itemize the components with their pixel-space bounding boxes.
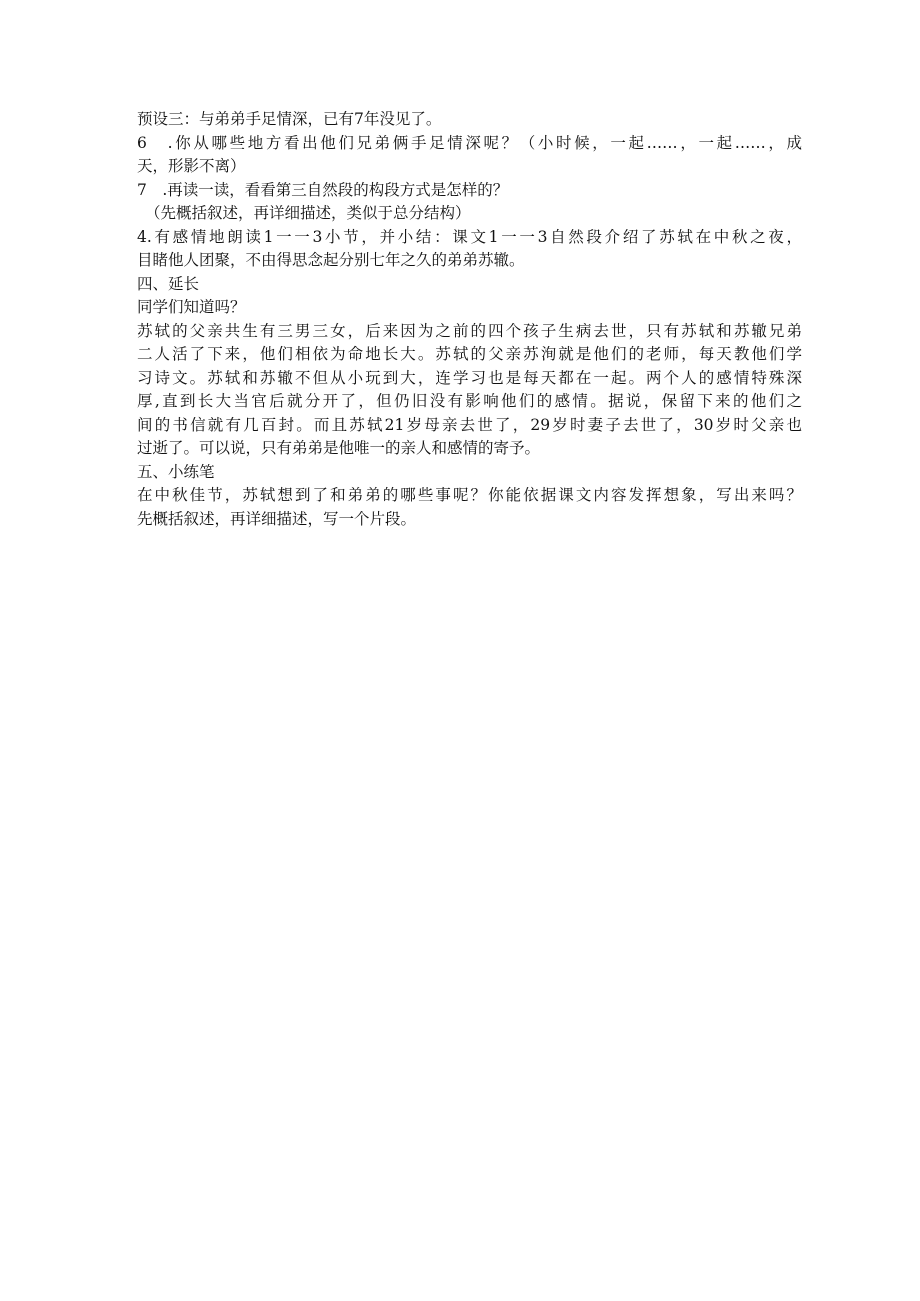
text-line-question-6-cont: 天，形影不离） xyxy=(137,157,246,175)
paragraph-line-5: 间的书信就有几百封。而且苏轼21岁母亲去世了，29岁时妻子去世了，30岁时父亲也 xyxy=(137,415,802,434)
text-line-question-7-answer: （先概括叙述，再详细描述，类似于总分结构） xyxy=(145,204,471,222)
paragraph-line-3: 习诗文。苏轼和苏辙不但从小玩到大，连学习也是每天都在一起。两个人的感情特殊深 xyxy=(137,368,802,387)
text-line-practice-prompt-cont: 先概括叙述，再详细描述，写一个片段。 xyxy=(137,509,417,528)
text-line-step-4: 4.有感情地朗读1一一3小节，并小结：课文1一一3自然段介绍了苏轼在中秋之夜， xyxy=(137,227,802,246)
text-line-question-6: 6 .你从哪些地方看出他们兄弟俩手足情深呢？（小时候，一起……，一起……，成 xyxy=(137,133,802,152)
paragraph-line-6: 过逝了。可以说，只有弟弟是他唯一的亲人和感情的寄予。 xyxy=(137,439,541,457)
text-line-did-you-know: 同学们知道吗？ xyxy=(137,298,246,316)
paragraph-line-1: 苏轼的父亲共生有三男三女，后来因为之前的四个孩子生病去世，只有苏轼和苏辙兄弟 xyxy=(137,321,802,340)
text-line-question-7: 7 .再读一读，看看第三自然段的构段方式是怎样的？ xyxy=(137,180,509,199)
section-heading-extension: 四、延长 xyxy=(137,274,200,293)
text-line-preset-three: 预设三：与弟弟手足情深，已有7年没见了。 xyxy=(137,110,442,128)
paragraph-line-2: 二人活了下来，他们相依为命地长大。苏轼的父亲苏洵就是他们的老师，每天教他们学 xyxy=(137,345,802,363)
document-page xyxy=(137,108,802,531)
section-heading-writing-practice: 五、小练笔 xyxy=(137,462,215,481)
text-line-practice-prompt: 在中秋佳节，苏轼想到了和弟弟的哪些事呢？你能依据课文内容发挥想象，写出来吗？ xyxy=(137,486,802,504)
text-line-step-4-cont: 目睹他人团聚，不由得思念起分别七年之久的弟弟苏辙。 xyxy=(137,251,525,269)
paragraph-line-4: 厚,直到长大当官后就分开了，但仍旧没有影响他们的感情。据说，保留下来的他们之 xyxy=(137,392,802,410)
